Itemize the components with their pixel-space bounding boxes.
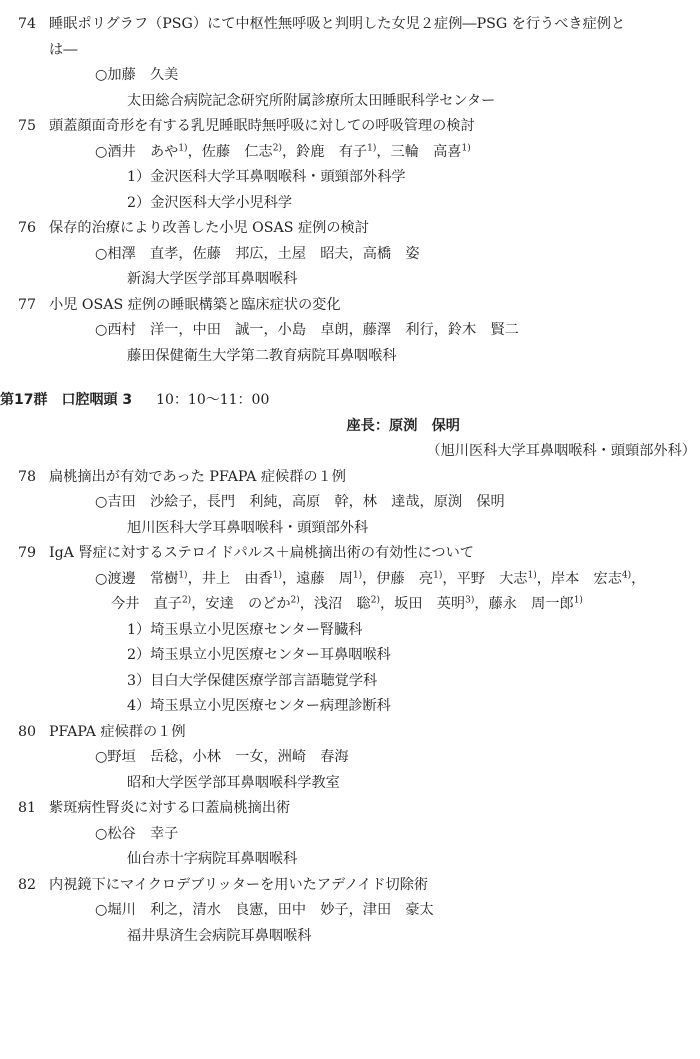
- abstract-affiliation: 仙台赤十字病院耳鼻咽喉科: [127, 851, 298, 867]
- abstract-affiliation: 藤田保健衛生大学第二教育病院耳鼻咽喉科: [127, 347, 397, 364]
- author-name: ，伊藤 亮: [362, 570, 434, 587]
- abstract-number: 77: [17, 296, 36, 313]
- abstract-title-line: [0, 720, 700, 746]
- author-name: ，: [631, 570, 646, 587]
- abstract-number: 79: [17, 545, 36, 561]
- session-chair-affiliation: （旭川医科大学耳鼻咽喉科・頭頸部外科）: [426, 443, 696, 459]
- author-name: ，藤永 周一郎: [474, 596, 574, 612]
- abstract-title-line: [0, 293, 700, 319]
- affiliation-marker: 1): [573, 595, 583, 606]
- abstract-affiliation: 旭川医科大学耳鼻咽喉科・頭頸部外科: [127, 519, 369, 536]
- affiliation-marker: 1): [178, 142, 188, 153]
- abstract-authors: [0, 567, 700, 593]
- abstract-entry: [0, 465, 700, 542]
- affiliation-marker: 2): [272, 142, 282, 153]
- author-name: ○渡邊 常樹: [95, 570, 179, 587]
- affiliation-marker: 1): [352, 569, 363, 580]
- abstract-number: 81: [17, 800, 36, 816]
- abstract-affiliation: 福井県済生会病院耳鼻咽喉科: [127, 927, 312, 944]
- abstract-number: 76: [17, 220, 36, 236]
- abstract-title-line: [0, 114, 700, 140]
- abstract-affiliation: 1）埼玉県立小児医療センター腎臓科: [127, 621, 363, 638]
- abstract-authors: ○西村 洋一，中田 誠一，小島 卓朗，藤澤 利行，鈴木 賢二: [95, 322, 519, 338]
- abstract-authors: [0, 140, 700, 166]
- abstract-authors: ○野垣 岳稔，小林 一女，洲崎 春海: [95, 749, 349, 765]
- author-name: ，鈴鹿 有子: [281, 143, 368, 160]
- author-name: 今井 直子: [111, 596, 182, 612]
- abstract-authors: ○相澤 直孝，佐藤 邦広，土屋 昭夫，高橋 姿: [95, 245, 420, 262]
- author-name: ○酒井 あや: [95, 143, 179, 160]
- abstract-title-line: [0, 541, 700, 567]
- abstract-number: 74: [17, 16, 36, 32]
- author-name: ，坂田 英明: [379, 596, 466, 612]
- affiliation-marker: 2): [181, 595, 192, 606]
- abstract-title: 頭蓋顔面奇形を有する乳児睡眠時無呼吸に対しての呼吸管理の検討: [49, 118, 475, 134]
- author-name: ，平野 大志: [442, 570, 528, 587]
- abstract-title: 小児 OSAS 症例の睡眠構築と臨床症状の変化: [49, 296, 341, 313]
- abstract-title-line: [0, 465, 700, 491]
- abstract-title: IgA 腎症に対するステロイドパルス＋扁桃摘出術の有効性について: [49, 545, 474, 561]
- abstract-title: 保存的治療により改善した小児 OSAS 症例の検討: [49, 220, 369, 236]
- program-page: [0, 12, 700, 949]
- session-header: [0, 388, 700, 414]
- abstract-affiliation: 4）埼玉県立小児医療センター病理診断科: [127, 698, 391, 714]
- abstract-title: PFAPA 症候群の１例: [49, 723, 186, 740]
- abstract-title-line: [0, 796, 700, 822]
- abstract-number: 78: [17, 468, 36, 485]
- author-name: ，佐藤 仁志: [187, 143, 273, 160]
- author-name: ，安達 のどか: [191, 596, 291, 612]
- abstract-authors: ○堀川 利之，清水 良憲，田中 妙子，津田 豪太: [95, 902, 434, 918]
- abstract-authors-continued: [0, 592, 700, 618]
- abstract-title-line: [0, 216, 700, 242]
- affiliation-marker: 1): [527, 569, 537, 580]
- abstract-affiliation: 太田総合病院記念研究所附属診療所太田睡眠科学センター: [127, 92, 496, 109]
- abstract-title: 内視鏡下にマイクロデブリッターを用いたアデノイド切除術: [49, 876, 429, 893]
- session-label: 第17群 口腔咽頭 3: [0, 392, 133, 408]
- author-name: ，浅沼 聡: [299, 596, 371, 612]
- author-name: ，三輪 高喜: [376, 143, 462, 160]
- abstract-entry: [0, 114, 700, 216]
- session-chair: 座長：原渕 保明: [346, 417, 460, 434]
- abstract-authors: ○加藤 久美: [95, 67, 179, 83]
- abstract-affiliation: 1）金沢医科大学耳鼻咽喉科・頭頸部外科学: [127, 169, 406, 185]
- abstract-title-line: [0, 12, 700, 38]
- abstract-entry: [0, 720, 700, 797]
- abstract-number: 80: [17, 723, 36, 740]
- abstract-affiliation: 3）目白大学保健医療学部言語聴覚学科: [127, 672, 378, 689]
- affiliation-marker: 1): [272, 569, 282, 580]
- affiliation-marker: 1): [461, 142, 471, 153]
- abstract-authors: ○吉田 沙絵子，長門 利純，高原 幹，林 達哉，原渕 保明: [95, 494, 505, 510]
- affiliation-marker: 4): [621, 569, 632, 580]
- abstract-entry: [0, 873, 700, 950]
- author-name: ，遠藤 周: [281, 570, 353, 587]
- abstract-title: 紫斑病性腎炎に対する口蓋扁桃摘出術: [49, 800, 291, 816]
- abstract-entry: [0, 293, 700, 370]
- abstract-affiliation: 2）金沢医科大学小児科学: [127, 194, 293, 211]
- affiliation-marker: 1): [178, 569, 188, 580]
- session-time: 10：10〜11：00: [156, 392, 270, 408]
- abstract-number: 75: [17, 118, 36, 134]
- abstract-entry: [0, 796, 700, 873]
- affiliation-marker: 3): [465, 595, 475, 606]
- abstract-title-continued: は―: [49, 41, 78, 58]
- abstract-title: 睡眠ポリグラフ（PSG）にて中枢性無呼吸と判明した女児２症例―PSG を行うべき症例と: [49, 16, 626, 32]
- abstract-entry: [0, 216, 700, 293]
- abstract-authors: ○松谷 幸子: [95, 825, 179, 842]
- abstract-affiliation: 新潟大学医学部耳鼻咽喉科: [127, 271, 298, 287]
- affiliation-marker: 2): [370, 595, 380, 606]
- abstract-list-b: [0, 465, 700, 950]
- affiliation-marker: 1): [367, 142, 377, 153]
- abstract-affiliation: 2）埼玉県立小児医療センター耳鼻咽喉科: [127, 647, 391, 663]
- abstract-number: 82: [17, 876, 36, 893]
- abstract-entry: [0, 12, 700, 114]
- abstract-entry: [0, 541, 700, 720]
- abstract-title-line: [0, 873, 700, 899]
- affiliation-marker: 2): [290, 595, 300, 606]
- author-name: ，井上 由香: [187, 570, 273, 587]
- author-name: ，岸本 宏志: [536, 570, 622, 587]
- abstract-list-a: [0, 12, 700, 369]
- abstract-affiliation: 昭和大学医学部耳鼻咽喉科学教室: [127, 774, 340, 791]
- affiliation-marker: 1): [433, 569, 443, 580]
- abstract-title: 扁桃摘出が有効であった PFAPA 症候群の１例: [49, 468, 346, 485]
